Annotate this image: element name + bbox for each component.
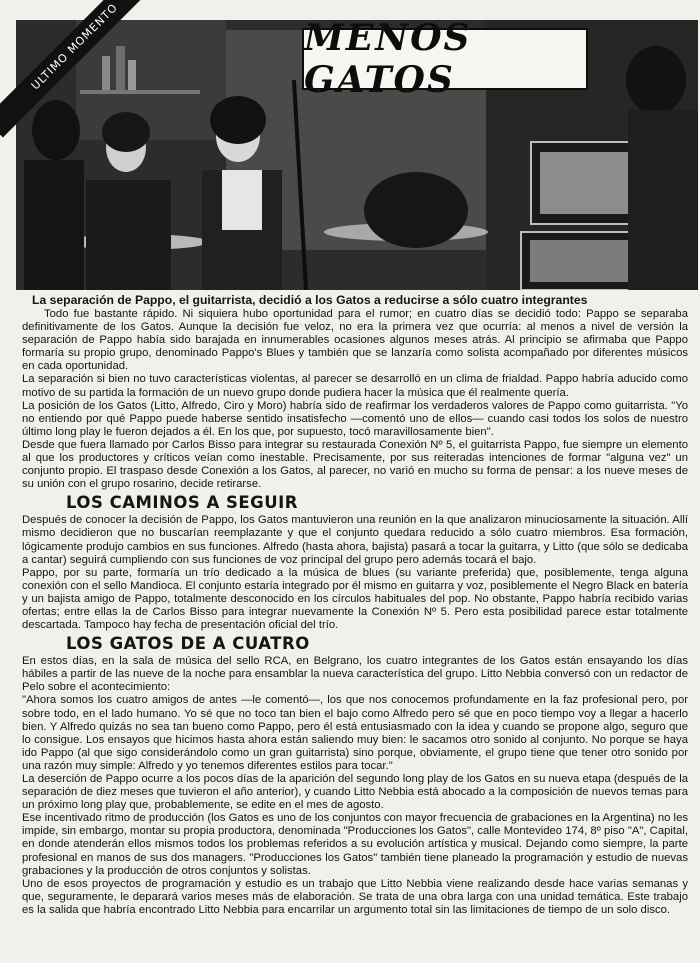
article-paragraph: Uno de esos proyectos de programación y estudio es un trabajo que Litto Nebbia viene realizando desde hace varias semanas y que, seguramente, le deparará varios meses más de elaboración. Se trata de una obra larga con una unidad temática. Este trabajo es la salida que habría encontrado Litto Nebbia para encarrilar un argumento total sin las limitaciones de tiempo de un solo disco.: [22, 877, 688, 916]
article-paragraph: En estos días, en la sala de música del sello RCA, en Belgrano, los cuatro integrantes de los Gatos están ensayando los días hábiles a partir de las nueve de la noche para ensamblar la nueva característica del grupo. Litto Nebbia conversó con un redactor de Pelo sobre el acontecimiento:: [22, 655, 688, 694]
title-box: [302, 17, 588, 101]
article-paragraph: Desde que fuera llamado por Carlos Bisso para integrar su restaurada Conexión Nº 5, el guitarrista Pappo, fue siempre un elemento al que los productores y críticos veían como inestable. Precisamente, por sus reiteradas intenciones de formar "alguna vez" un conjunto propio. El traspaso desde Conexión a los Gatos, al parecer, no varió en mucho su forma de pensar: a los nueve meses de su unión con el grupo rosarino, decide retirarse.: [22, 438, 688, 491]
article-paragraph: Después de conocer la decisión de Pappo, los Gatos mantuvieron una reunión en la que analizaron minuciosamente la situación. Allí mismo decidieron que no buscarían reemplazante y que el conjunto quedara reducido a sólo cuatro miembros. Esa formación, lógicamente produjo cambios en sus funciones. Alfredo (hasta ahora, bajista) pasará a tocar la guitarra, y Litto (que sólo se dedicaba a cantar) seguirá cumpliendo con sus funciones de voz principal del grupo pero además tocará el bajo.: [22, 514, 688, 566]
corner-banner: [0, 0, 150, 150]
article-paragraph: Todo fue bastante rápido. Ni siquiera hubo oportunidad para el rumor; en cuatro días se decidió todo: Pappo se separaba definitivamente de los Gatos. Aunque la decisión fue veloz, no era la primera vez que ocurría: al menos a nivel de versión la separación de Pappo había sido barajada en innumerables ocasiones algunos meses atrás. Al principio se afirmaba que Pappo formaría su propio grupo, denominado Pappo's Blues y también que se lanzaría como solista acompañado por diferentes músicos en cada oportunidad.: [22, 308, 688, 373]
section-heading: LOS CAMINOS A SEGUIR: [66, 493, 298, 513]
article-body: [22, 293, 688, 917]
article-paragraph: La posición de los Gatos (Litto, Alfredo, Ciro y Moro) habría sido de reafirmar los verdaderos valores de Pappo como guitarrista. "Yo no entiendo por qué Pappo puede haberse sentido insatisfecho —comentó uno de ellos— cuando casi todos los solos de nuestro último long play le fueron dejados a él. En los que, por supuesto, tocó maravillosamente bien".: [22, 399, 688, 438]
article-paragraph: Ese incentivado ritmo de producción (los Gatos es uno de los conjuntos con mayor frecuencia de grabaciones en la Argentina) no les impide, sin embargo, montar su propia productora, denominada "Producciones los Gatos", calle Montevideo 174, 8º piso "A", Capital, en donde atenderán ellos mismos todos los problemas referidos a su evolución artística y musical. Dejando como siempre, la parte profesional en manos de sus dos managers. "Producciones los Gatos" también tiene planeado la programación y estudio de nuevas grabaciones y la producción de otros conjuntos y solistas.: [22, 812, 688, 877]
section-heading: LOS GATOS DE A CUATRO: [66, 634, 310, 654]
article-paragraph: La deserción de Pappo ocurre a los pocos días de la aparición del segundo long play de los Gatos en su nueva etapa (después de la separación de diez meses que tuvieron el año anterior), y cuando Litto Nebbia está abocado a la composición de nuevos temas para un próximo long play que, probablemente, se edite en el mes de agosto.: [22, 773, 688, 812]
article-paragraph: La separación si bien no tuvo características violentas, al parecer se desarrolló en un clima de frialdad. Pappo habría aducido como motivo de su partida la formación de un nuevo grupo donde pudiera hacer la música que él realmente quería.: [22, 373, 688, 399]
corner-banner-label: ULTIMO MOMENTO: [0, 0, 150, 138]
page-title: MENOS GATOS: [304, 17, 472, 101]
article-paragraph: Pappo, por su parte, formaría un trío dedicado a la música de blues (su variante preferida) que, posiblemente, tenga alguna conexión con el sello Mandioca. El conjunto estaría integrado por él mismo en guitarra y voz, posiblemente el Negro Black en batería y un bajista amigo de Pappo, totalmente desconocido en los círculos habituales del pop. No obstante, Pappo habría recibido varias ofertas; entre ellas la de Carlos Bisso para integrar nuevamente la Conexión Nº 5. Pero esta posibilidad parece estar totalmente descartada. Tampoco hay fecha de presentación oficial del trío.: [22, 566, 688, 632]
article-lead: La separación de Pappo, el guitarrista, decidió a los Gatos a reducirse a sólo cuatro integrantes: [32, 293, 588, 307]
article-paragraph: "Ahora somos los cuatro amigos de antes —le comentó—, los que nos conocemos profundamente en la faz profesional pero, por sobre todo, en el lado humano. Yo sé que no toco tan bien el bajo como Alfredo pero sé que en poco tiempo voy a llegar a hacerlo bien. Y Alfredo quizás no sea tan bueno como Pappo, pero él está entusiasmado con la idea y cuando se propone algo, seguro que lo consigue. Los ensayos que hicimos hasta ahora están saliendo muy bien: le sacamos otro sonido al conjunto. No porque se haya ido Pappo (al que sigo considerándolo como un gran guitarrista) sino porque, obviamente, el grupo tiene que tener otro sonido por una razón muy simple: Alfredo y yo tenemos diferentes estilos para tocar.": [22, 694, 688, 772]
